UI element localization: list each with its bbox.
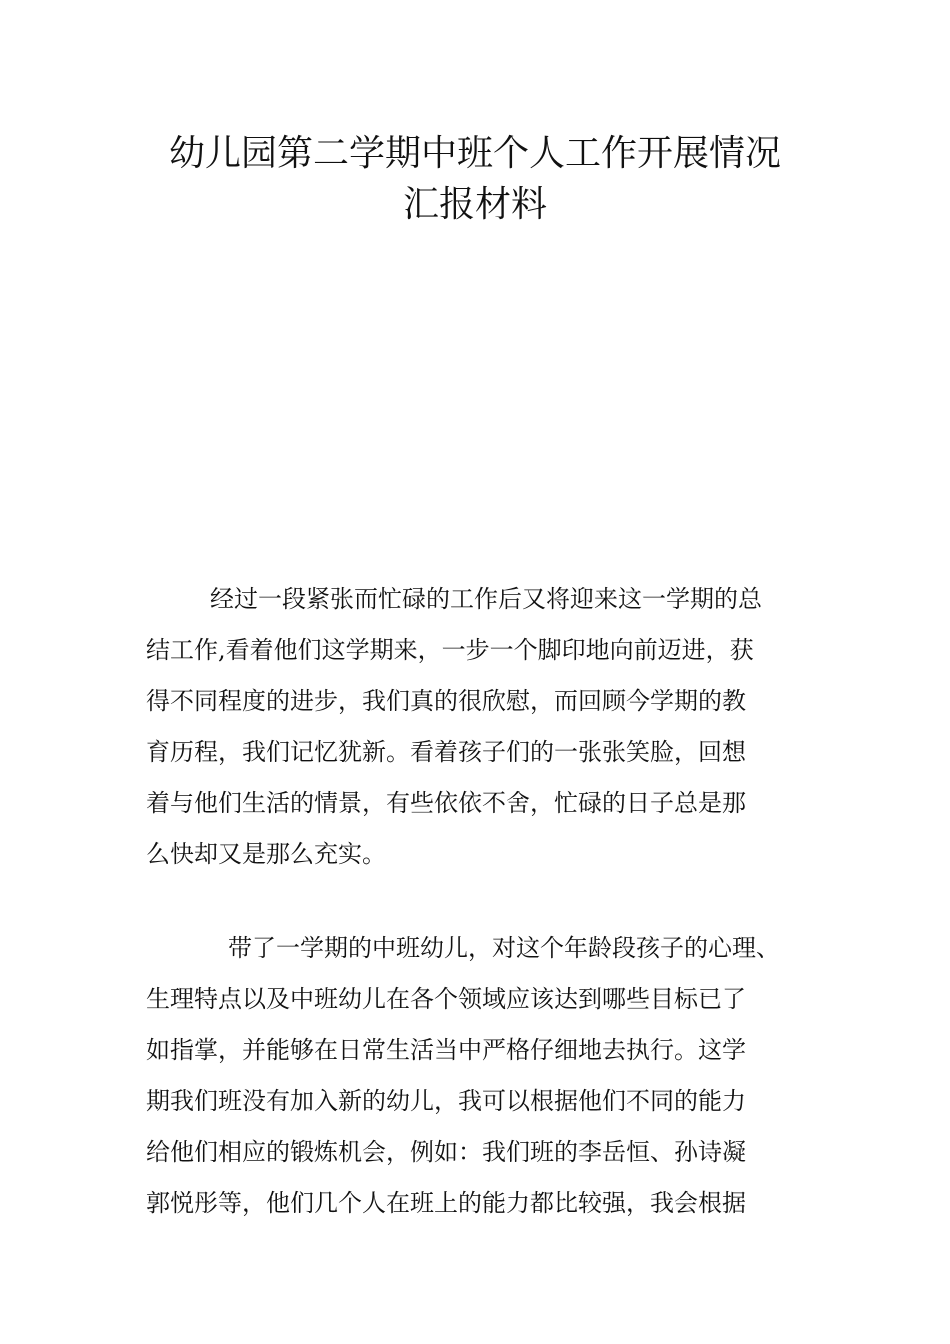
paragraph-line: 育历程，我们记忆犹新。看着孩子们的一张张笑脸，回想 [146, 738, 746, 766]
paragraph-line: 带了一学期的中班幼儿，对这个年龄段孩子的心理、 [228, 934, 780, 962]
paragraph-line: 期我们班没有加入新的幼儿，我可以根据他们不同的能力 [146, 1087, 746, 1115]
paragraph-line: 着与他们生活的情景，有些依依不舍，忙碌的日子总是那 [146, 789, 746, 817]
paragraph-line: 生理特点以及中班幼儿在各个领域应该达到哪些目标已了 [146, 985, 746, 1013]
paragraph-line: 郭悦彤等，他们几个人在班上的能力都比较强，我会根据 [146, 1189, 746, 1217]
title-line: 幼儿园第二学期中班个人工作开展情况 [168, 133, 781, 174]
paragraph [146, 923, 780, 1229]
paragraph-line: 么快却又是那么充实。 [146, 840, 386, 868]
paragraph-line: 得不同程度的进步，我们真的很欣慰，而回顾今学期的教 [146, 687, 746, 715]
document-title [0, 128, 950, 230]
title-line: 汇报材料 [402, 184, 547, 225]
paragraph [146, 574, 762, 880]
paragraph-line: 经过一段紧张而忙碌的工作后又将迎来这一学期的总 [210, 585, 762, 613]
paragraph-line: 给他们相应的锻炼机会，例如：我们班的李岳恒、孙诗凝 [146, 1138, 746, 1166]
paragraph-line: 如指掌，并能够在日常生活当中严格仔细地去执行。这学 [146, 1036, 746, 1064]
paragraph-line: 结工作,看着他们这学期来，一步一个脚印地向前迈进，获 [146, 636, 754, 664]
